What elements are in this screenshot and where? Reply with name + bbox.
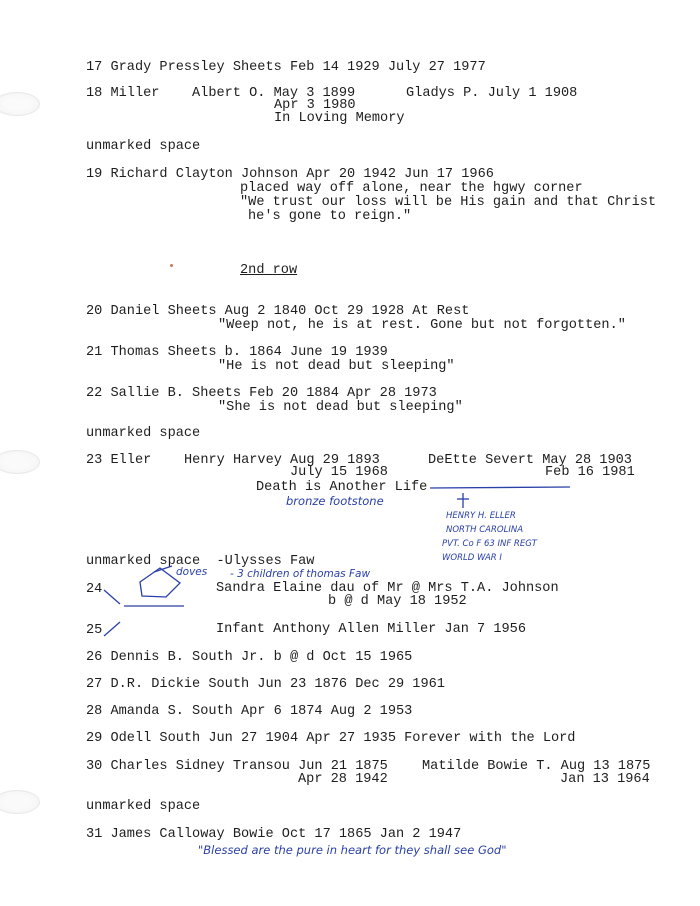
unmarked-space-1: unmarked space — [86, 139, 201, 154]
unmarked-space-4: unmarked space — [86, 799, 201, 814]
entry-23-wife: DeEtte Severt May 28 1903 — [428, 453, 632, 468]
handwritten-stone-line-3: PVT. Co F 63 INF REGT — [442, 539, 537, 549]
entry-23-husband: Henry Harvey Aug 29 1893 — [184, 453, 380, 468]
entry-18-surname: 18 Miller — [86, 86, 160, 101]
entry-23-husband-death: July 15 1968 — [290, 465, 388, 480]
entry-23-wife-death: Feb 16 1981 — [545, 465, 635, 480]
entry-18-wife: Gladys P. July 1 1908 — [406, 86, 578, 101]
doves-pointer-stroke — [154, 566, 172, 572]
entry-25-number: 25 — [86, 623, 103, 638]
entry-28: 28 Amanda S. South Apr 6 1874 Aug 2 1953 — [86, 704, 413, 719]
underline-stroke — [430, 487, 570, 488]
entry-30-husband-death: Apr 28 1942 — [298, 772, 388, 787]
entry-20: 20 Daniel Sheets Aug 2 1840 Oct 29 1928 At Rest — [86, 304, 470, 319]
entry-19: 19 Richard Clayton Johnson Apr 20 1942 Jun 17 1966 — [86, 167, 494, 182]
entry-19-note: placed way off alone, near the hgwy corner — [240, 181, 583, 196]
bracket-stroke-lower — [104, 622, 120, 636]
entry-21-epitaph: "He is not dead but sleeping" — [218, 359, 455, 374]
handwritten-bronze-footstone: bronze footstone — [286, 494, 384, 508]
entry-17: 17 Grady Pressley Sheets Feb 14 1929 July 27 1977 — [86, 60, 486, 75]
entry-23-surname: 23 Eller — [86, 453, 152, 468]
entry-23-epitaph: Death is Another Life — [256, 480, 428, 495]
entry-24-number: 24 — [86, 582, 103, 597]
entry-18-epitaph: In Loving Memory — [274, 111, 405, 126]
entry-19-epitaph-1: "We trust our loss will be His gain and that Christ — [240, 195, 657, 210]
entry-24-date: b @ d May 18 1952 — [328, 594, 467, 609]
entry-30-husband: 30 Charles Sidney Transou Jun 21 1875 — [86, 759, 388, 774]
entry-21: 21 Thomas Sheets b. 1864 June 19 1939 — [86, 345, 388, 360]
entry-30-wife-death: Jan 13 1964 — [560, 772, 650, 787]
handwritten-stone-line-2: NORTH CAROLINA — [446, 525, 524, 535]
entry-27: 27 D.R. Dickie South Jun 23 1876 Dec 29 1961 — [86, 677, 445, 692]
entry-24: Sandra Elaine dau of Mr @ Mrs T.A. Johnson — [216, 581, 559, 596]
entry-30-wife: Matilde Bowie T. Aug 13 1875 — [422, 759, 651, 774]
handwritten-children-note: - 3 children of thomas Faw — [230, 568, 371, 580]
handwritten-stone-line-4: WORLD WAR I — [442, 553, 502, 563]
entry-26: 26 Dennis B. South Jr. b @ d Oct 15 1965 — [86, 650, 413, 665]
handwritten-doves: doves — [176, 566, 208, 578]
dove-sketch-icon — [140, 568, 180, 597]
handwritten-stone-line-1: HENRY H. ELLER — [446, 511, 516, 521]
entry-22: 22 Sallie B. Sheets Feb 20 1884 Apr 28 1973 — [86, 386, 437, 401]
unmarked-space-3: unmarked space -Ulysses Faw — [86, 554, 315, 569]
entry-18-husband: Albert O. May 3 1899 — [192, 86, 356, 101]
entry-22-epitaph: "She is not dead but sleeping" — [218, 400, 463, 415]
entry-31: 31 James Calloway Bowie Oct 17 1865 Jan 2 1947 — [86, 827, 462, 842]
unmarked-space-2: unmarked space — [86, 426, 201, 441]
entry-18-husband-death: Apr 3 1980 — [274, 98, 356, 113]
entry-19-epitaph-2: he's gone to reign." — [248, 209, 412, 224]
bracket-stroke-upper — [104, 590, 120, 604]
section-heading-2nd-row: 2nd row — [240, 263, 298, 278]
entry-29: 29 Odell South Jun 27 1904 Apr 27 1935 Forever with the Lord — [86, 731, 576, 746]
entry-25: Infant Anthony Allen Miller Jan 7 1956 — [216, 622, 526, 637]
entry-20-epitaph: "Weep not, he is at rest. Gone but not forgotten." — [218, 318, 626, 333]
handwritten-blessed-quote: "Blessed are the pure in heart for they shall see God" — [198, 843, 507, 857]
